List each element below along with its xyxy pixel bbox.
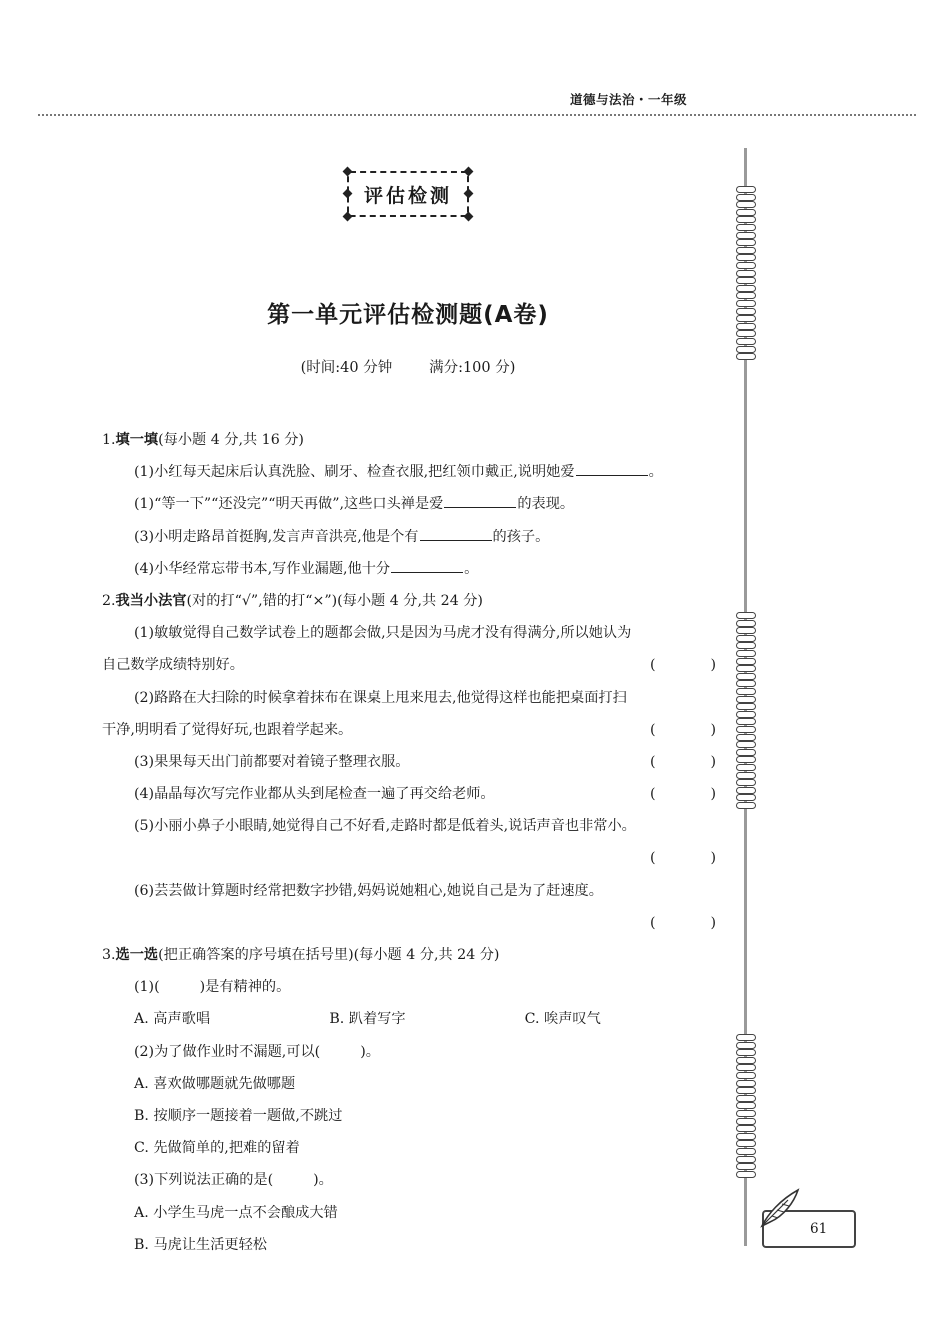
- spiral-ring: [736, 1034, 756, 1041]
- option-c: C. 唉声叹气: [524, 1011, 601, 1028]
- spiral-ring: [736, 1102, 756, 1109]
- judge-question-3: [102, 746, 720, 778]
- answer-parentheses[interactable]: [650, 714, 716, 746]
- judge-question-2-line2: [102, 714, 720, 746]
- choice-question-1-options: [102, 1003, 720, 1035]
- answer-parentheses[interactable]: [650, 649, 716, 681]
- question-text: (1)小红每天起床后认真洗脸、刷牙、检查衣服,把红领巾戴正,说明她爱: [134, 464, 575, 481]
- exam-subtitle: (时间:40 分钟 满分:100 分): [300, 360, 516, 376]
- spiral-ring: [736, 779, 756, 786]
- section-number: 1.: [102, 432, 116, 448]
- spiral-ring: [736, 756, 756, 763]
- question-text: (2)路路在大扫除的时候拿着抹布在课桌上甩来甩去,他觉得这样也能把桌面打扫: [134, 689, 627, 706]
- assessment-badge: [347, 171, 469, 217]
- option-text: C. 先做简单的,把难的留着: [134, 1140, 300, 1157]
- spiral-ring: [736, 1140, 756, 1147]
- spiral-ring: [736, 254, 756, 261]
- spiral-ring: [736, 734, 756, 741]
- answer-parentheses[interactable]: [650, 746, 716, 778]
- badge-diamond-ornament: [464, 212, 474, 222]
- spiral-ring: [736, 1095, 756, 1102]
- answer-parentheses[interactable]: [650, 842, 716, 874]
- spiral-ring: [736, 787, 756, 794]
- judge-question-4: [102, 778, 720, 810]
- badge-diamond-ornament: [343, 189, 353, 199]
- spiral-ring: [736, 673, 756, 680]
- spiral-ring: [736, 186, 756, 193]
- judge-question-1-line2: [102, 649, 720, 681]
- header-divider: [38, 114, 916, 116]
- option-a: [102, 1197, 720, 1229]
- spiral-ring: [736, 650, 756, 657]
- question-text: (6)芸芸做计算题时经常把数字抄错,妈妈说她粗心,她说自己是为了赶速度。: [134, 882, 603, 899]
- spiral-ring: [736, 1125, 756, 1132]
- page-number: 61: [810, 1221, 828, 1237]
- quill-icon: [758, 1186, 804, 1230]
- spiral-ring: [736, 680, 756, 687]
- spiral-ring: [736, 1057, 756, 1064]
- spiral-ring: [736, 696, 756, 703]
- spiral-ring: [736, 764, 756, 771]
- judge-question-5-line1: [102, 810, 720, 842]
- paren-close: ): [710, 721, 716, 738]
- spiral-ring: [736, 232, 756, 239]
- section-1-heading: [102, 424, 720, 456]
- question-text: (1)“等一下”“还没完”“明天再做”,这些口头禅是爱: [134, 496, 444, 513]
- question-text: (1)(: [134, 979, 160, 996]
- paren-close: ): [710, 657, 716, 674]
- spiral-ring: [736, 247, 756, 254]
- answer-blank[interactable]: [576, 461, 648, 476]
- answer-blank[interactable]: [391, 558, 463, 573]
- spiral-ring: [736, 323, 756, 330]
- answer-blank[interactable]: [420, 526, 492, 541]
- judge-question-5-line2: [102, 842, 720, 874]
- choice-question-3: [102, 1164, 720, 1196]
- question-text: 干净,明明看了觉得好玩,也跟着学起来。: [102, 721, 353, 738]
- spiral-ring: [736, 688, 756, 695]
- spiral-ring: [736, 741, 756, 748]
- question-text: (1)敏敏觉得自己数学试卷上的题都会做,只是因为马虎才没有得满分,所以她认为: [134, 625, 632, 642]
- question-text: (4)小华经常忘带书本,写作业漏题,他十分: [134, 560, 391, 577]
- section-note: (对的打“√”,错的打“×”)(每小题 4 分,共 24 分): [186, 592, 483, 609]
- question-text-end: 。: [648, 464, 663, 481]
- spiral-ring: [736, 216, 756, 223]
- spiral-ring: [736, 703, 756, 710]
- question-text-end: 的孩子。: [492, 528, 550, 545]
- spiral-ring: [736, 642, 756, 649]
- spiral-ring: [736, 346, 756, 353]
- judge-question-6-line2: [102, 907, 720, 939]
- paren-close: ): [710, 850, 716, 867]
- fill-question-1: [102, 456, 720, 488]
- spiral-ring: [736, 1042, 756, 1049]
- spiral-ring: [736, 262, 756, 269]
- question-text: (3)果果每天出门前都要对着镜子整理衣服。: [134, 753, 410, 770]
- answer-parentheses[interactable]: [650, 907, 716, 939]
- spiral-ring: [736, 239, 756, 246]
- spiral-ring: [736, 285, 756, 292]
- paren-close: ): [710, 753, 716, 770]
- spiral-ring: [736, 1087, 756, 1094]
- option-b: B. 趴着写字: [329, 1011, 406, 1028]
- badge-diamond-ornament: [464, 189, 474, 199]
- spiral-ring: [736, 270, 756, 277]
- spiral-ring: [736, 627, 756, 634]
- spiral-ring: [736, 292, 756, 299]
- answer-parentheses[interactable]: [650, 778, 716, 810]
- spiral-ring: [736, 635, 756, 642]
- spiral-ring: [736, 338, 756, 345]
- section-note: (每小题 4 分,共 16 分): [158, 432, 304, 448]
- spiral-ring: [736, 353, 756, 360]
- spiral-ring: [736, 201, 756, 208]
- spiral-ring: [736, 1072, 756, 1079]
- spiral-ring: [736, 1080, 756, 1087]
- paren-open: (: [650, 914, 656, 931]
- question-text: (4)晶晶每次写完作业都从头到尾检查一遍了再交给老师。: [134, 786, 495, 803]
- exam-title: 第一单元评估检测题(A卷): [267, 302, 549, 328]
- question-text: 自己数学成绩特别好。: [102, 657, 244, 674]
- option-a: A. 高声歌唱: [134, 1011, 211, 1028]
- question-text-end: 。: [464, 560, 479, 577]
- judge-question-6-line1: [102, 875, 720, 907]
- question-text: (2)为了做作业时不漏题,可以(: [134, 1043, 321, 1060]
- paren-open: (: [650, 657, 656, 674]
- spiral-ring: [736, 665, 756, 672]
- judge-question-2-line1: [102, 682, 720, 714]
- spiral-ring: [736, 658, 756, 665]
- paren-close: ): [710, 914, 716, 931]
- option-b: [102, 1100, 720, 1132]
- spiral-ring: [736, 1110, 756, 1117]
- spiral-ring: [736, 1064, 756, 1071]
- header-subject: 道德与法治・一年级: [570, 92, 688, 107]
- section-label: 选一选: [115, 947, 159, 963]
- question-text: (5)小丽小鼻子小眼睛,她觉得自己不好看,走路时都是低着头,说话声音也非常小。: [134, 818, 636, 835]
- spiral-ring: [736, 794, 756, 801]
- paren-open: (: [650, 850, 656, 867]
- spiral-ring: [736, 194, 756, 201]
- spiral-ring: [736, 802, 756, 809]
- option-text: A. 小学生马虎一点不会酿成大错: [134, 1204, 338, 1221]
- spiral-ring: [736, 330, 756, 337]
- paren-open: (: [650, 721, 656, 738]
- question-text-end: )。: [313, 1172, 333, 1189]
- spiral-ring: [736, 1156, 756, 1163]
- question-text: (3)小明走路昂首挺胸,发言声音洪亮,他是个有: [134, 528, 419, 545]
- paren-open: (: [650, 786, 656, 803]
- spiral-ring: [736, 1171, 756, 1178]
- spiral-ring: [736, 772, 756, 779]
- section-number: 2.: [102, 592, 116, 609]
- option-text: B. 按顺序一题接着一题做,不跳过: [134, 1107, 343, 1124]
- badge-diamond-ornament: [464, 167, 474, 177]
- spiral-ring: [736, 1133, 756, 1140]
- judge-question-1-line1: [102, 617, 720, 649]
- badge-label: 评估检测: [363, 184, 452, 207]
- option-a: [102, 1068, 720, 1100]
- spiral-ring: [736, 718, 756, 725]
- spiral-ring: [736, 749, 756, 756]
- spiral-ring: [736, 1118, 756, 1125]
- spiral-ring: [736, 1148, 756, 1155]
- question-text-end: )。: [360, 1043, 380, 1060]
- section-label: 填一填: [115, 432, 159, 448]
- question-text-end: 的表现。: [517, 496, 575, 513]
- option-b: [102, 1229, 720, 1261]
- spiral-ring: [736, 224, 756, 231]
- spiral-ring: [736, 1049, 756, 1056]
- question-text-end: )是有精神的。: [199, 979, 291, 996]
- choice-question-1: [102, 971, 720, 1003]
- badge-diamond-ornament: [343, 212, 353, 222]
- section-2-heading: [102, 585, 720, 617]
- choice-question-2: [102, 1036, 720, 1068]
- question-text: (3)下列说法正确的是(: [134, 1172, 274, 1189]
- fill-question-4: [102, 553, 720, 585]
- section-number: 3.: [102, 947, 116, 963]
- spiral-ring: [736, 308, 756, 315]
- section-3-heading: [102, 939, 720, 971]
- spiral-ring: [736, 315, 756, 322]
- paren-open: (: [650, 753, 656, 770]
- fill-question-3: [102, 521, 720, 553]
- spiral-ring: [736, 620, 756, 627]
- spiral-ring: [736, 726, 756, 733]
- section-label: 我当小法官: [115, 592, 187, 609]
- spiral-ring: [736, 612, 756, 619]
- spiral-ring: [736, 300, 756, 307]
- spiral-ring: [736, 277, 756, 284]
- answer-blank[interactable]: [444, 493, 516, 508]
- option-text: A. 喜欢做哪题就先做哪题: [134, 1075, 296, 1092]
- spiral-ring: [736, 711, 756, 718]
- fill-question-2: [102, 488, 720, 520]
- badge-diamond-ornament: [343, 167, 353, 177]
- paren-close: ): [710, 786, 716, 803]
- section-note: (把正确答案的序号填在括号里)(每小题 4 分,共 24 分): [158, 947, 500, 963]
- option-text: B. 马虎让生活更轻松: [134, 1236, 267, 1253]
- option-c: [102, 1132, 720, 1164]
- spiral-ring: [736, 209, 756, 216]
- spiral-ring: [736, 1163, 756, 1170]
- exam-content: [102, 424, 720, 1261]
